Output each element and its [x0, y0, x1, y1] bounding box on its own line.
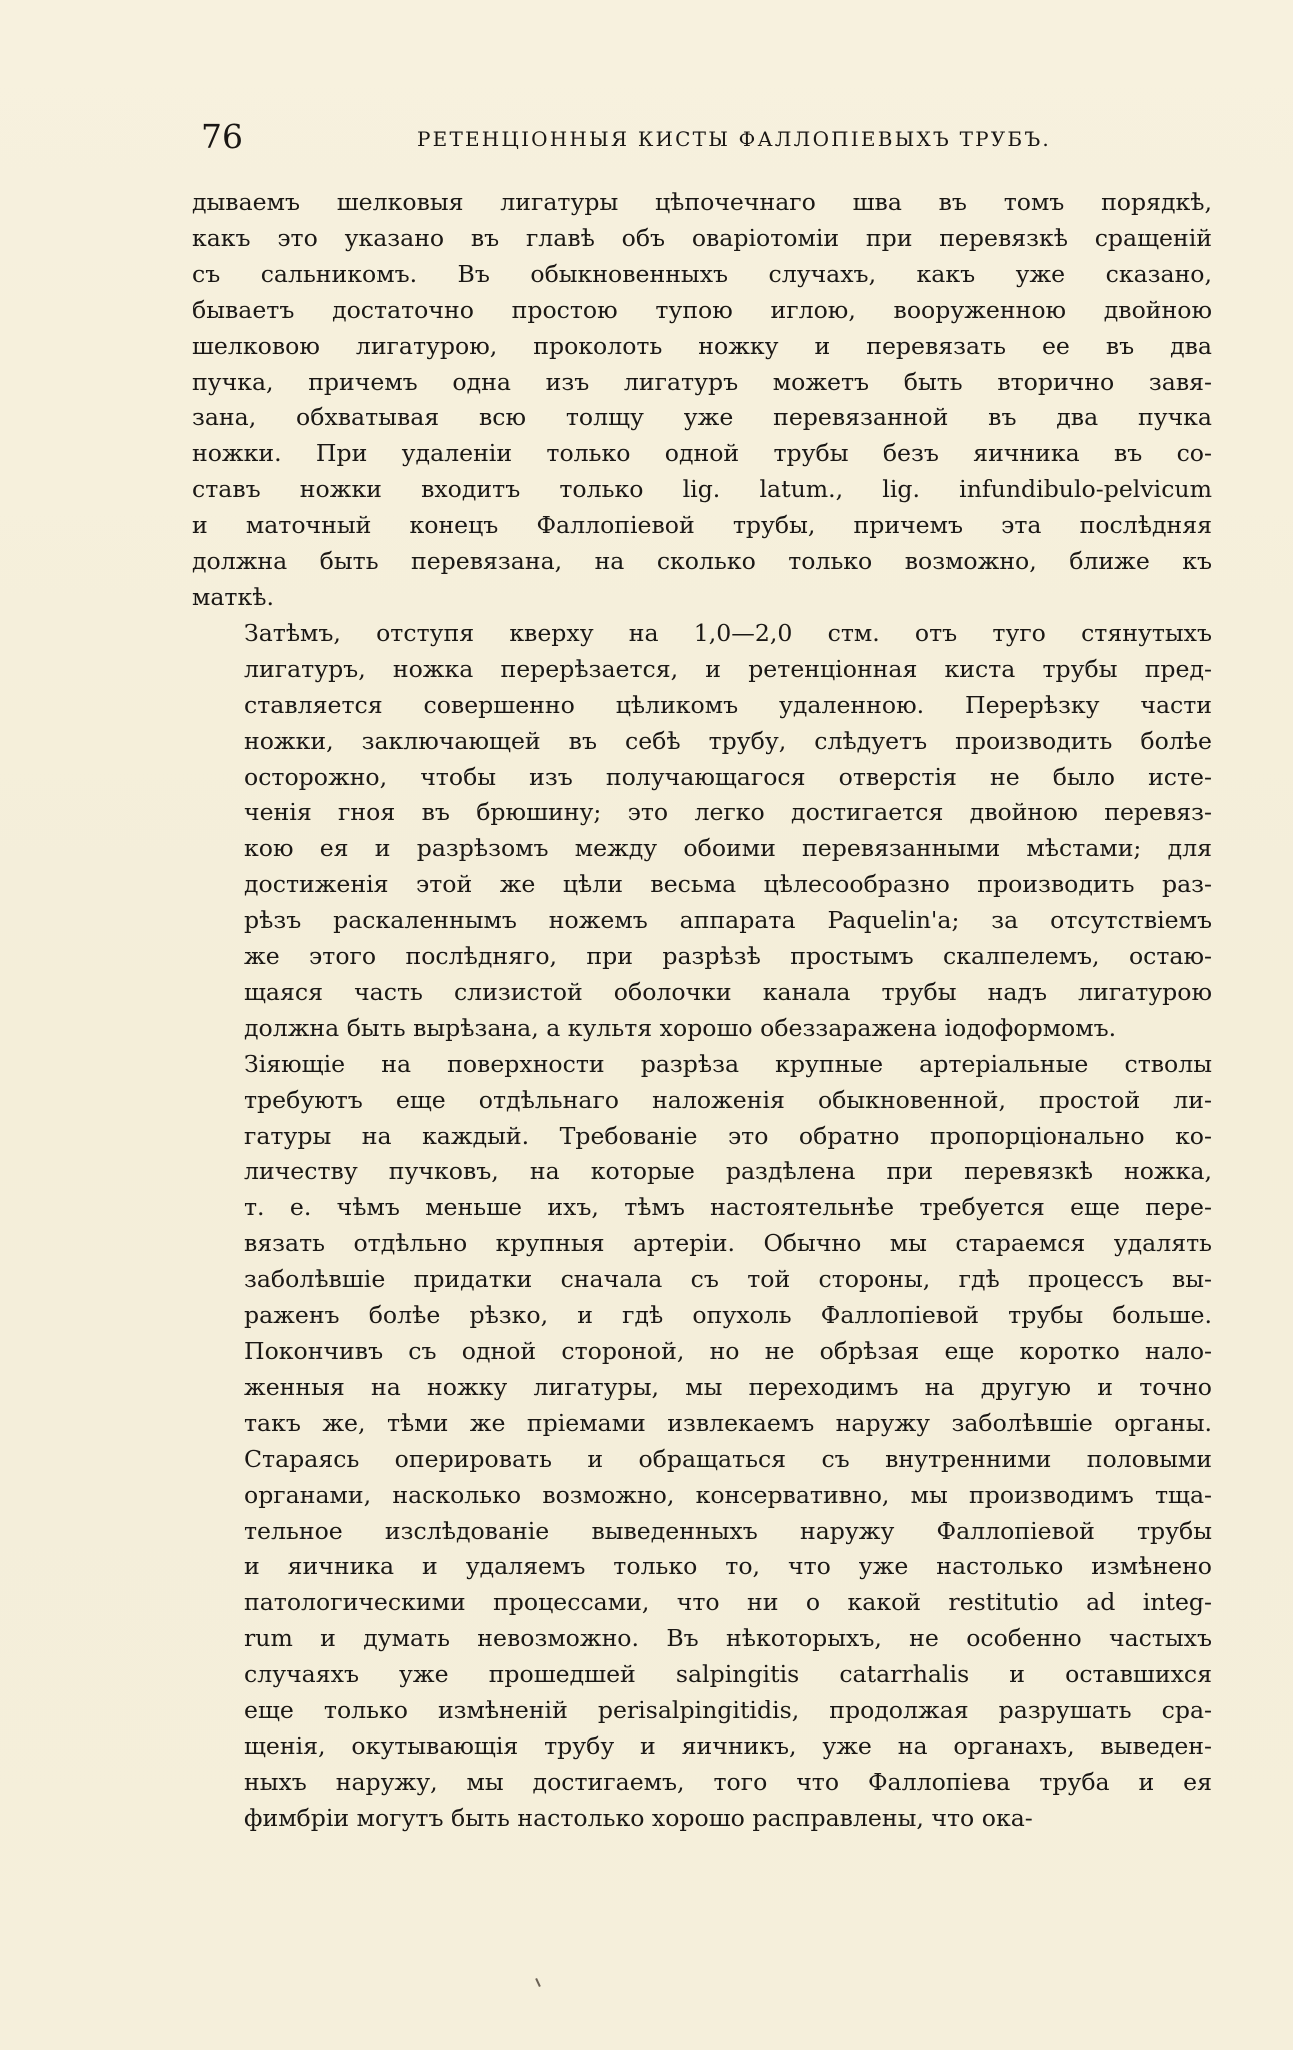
text-line: лигатуръ, ножка перерѣзается, и ретенціонная киста трубы пред- [244, 654, 1212, 683]
text-line: рѣзъ раскаленнымъ ножемъ аппарата Paquelin'a; за отсутствіемъ [244, 906, 1212, 935]
text-line: пучка, причемъ одна изъ лигатуръ можетъ быть вторично завя- [192, 367, 1212, 396]
text-line: и яичника и удаляемъ только то, что уже настолько измѣнено [244, 1552, 1212, 1581]
text-line: заболѣвшіе придатки сначала съ той стороны, гдѣ процессъ вы- [244, 1265, 1212, 1294]
text-line: т. е. чѣмъ меньше ихъ, тѣмъ настоятельнѣе требуется еще пере- [244, 1193, 1212, 1222]
text-line: осторожно, чтобы изъ получающагося отверстія не было исте- [244, 762, 1212, 791]
text-line: ставъ ножки входитъ только lig. latum., lig. infundibulo-pelvicum [192, 475, 1212, 504]
text-line: Стараясь оперировать и обращаться съ внутренними половыми [244, 1444, 1212, 1473]
paragraph [192, 616, 1212, 1047]
text-line: патологическими процессами, что ни о какой restitutio ad integ- [244, 1588, 1212, 1617]
text-line: съ сальникомъ. Въ обыкновенныхъ случахъ, какъ уже сказано, [192, 259, 1212, 288]
text-line: требуютъ еще отдѣльнаго наложенія обыкновенной, простой ли- [244, 1085, 1212, 1114]
page-header [195, 112, 1100, 162]
text-line: маткѣ. [192, 582, 274, 611]
text-line: и маточный конецъ Фаллопіевой трубы, причемъ эта послѣдняя [192, 511, 1212, 540]
text-line: достиженія этой же цѣли весьма цѣлесообразно производить раз- [244, 870, 1212, 899]
text-line: какъ это указано въ главѣ объ оваріотоміи при перевязкѣ сращеній [192, 223, 1212, 252]
text-line: фимбріи могутъ быть настолько хорошо расправлены, что ока- [244, 1803, 1033, 1832]
text-line: зана, обхватывая всю толщу уже перевязанной въ два пучка [192, 403, 1212, 432]
page-number: 76 [201, 117, 243, 156]
text-line: шелковою лигатурою, проколоть ножку и перевязать ее въ два [192, 331, 1212, 360]
text-line: ставляется совершенно цѣликомъ удаленною. Перерѣзку части [244, 690, 1212, 719]
text-line: женныя на ножку лигатуры, мы переходимъ на другую и точно [244, 1372, 1212, 1401]
text-line: Зіяющіе на поверхности разрѣза крупные артеріальные стволы [244, 1049, 1212, 1078]
text-line: должна быть вырѣзана, а культя хорошо обеззаражена іодоформомъ. [244, 1013, 1117, 1042]
text-line: гатуры на каждый. Требованіе это обратно пропорціонально ко- [244, 1121, 1212, 1150]
text-line: же этого послѣдняго, при разрѣзѣ простымъ скалпелемъ, остаю- [244, 942, 1212, 971]
text-line: раженъ болѣе рѣзко, и гдѣ опухоль Фаллопіевой трубы больше. [244, 1301, 1212, 1330]
text-line: такъ же, тѣми же пріемами извлекаемъ наружу заболѣвшіе органы. [244, 1408, 1212, 1437]
text-line: дываемъ шелковыя лигатуры цѣпочечнаго шва въ томъ порядкѣ, [192, 188, 1212, 216]
text-line: ныхъ наружу, мы достигаемъ, того что Фаллопіева труба и ея [244, 1767, 1212, 1796]
text-line: rum и думать невозможно. Въ нѣкоторыхъ, не особенно частыхъ [244, 1624, 1212, 1653]
text-line: ножки. При удаленіи только одной трубы безъ яичника въ со- [192, 439, 1212, 468]
text-line: должна быть перевязана, на сколько только возможно, ближе къ [192, 547, 1212, 576]
text-line: ченія гноя въ брюшину; это легко достигается двойною перевяз- [244, 798, 1212, 827]
text-line: еще только измѣненій perisalpingitidis, продолжая разрушать сра- [244, 1696, 1212, 1725]
text-line: случаяхъ уже прошедшей salpingitis catarrhalis и оставшихся [244, 1660, 1212, 1689]
paragraph [192, 185, 1212, 616]
paragraph [192, 1047, 1212, 1837]
text-line: органами, насколько возможно, консервативно, мы производимъ тща- [244, 1480, 1212, 1509]
text-line: кою ея и разрѣзомъ между обоими перевязанными мѣстами; для [244, 834, 1212, 863]
text-line: тельное изслѣдованіе выведенныхъ наружу Фаллопіевой трубы [244, 1516, 1212, 1545]
text-line: вязать отдѣльно крупныя артеріи. Обычно мы стараемся удалять [244, 1229, 1212, 1258]
text-line: щаяся часть слизистой оболочки канала трубы надъ лигатурою [244, 977, 1212, 1006]
print-mark [535, 1978, 541, 1987]
text-line: Покончивъ съ одной стороной, но не обрѣзая еще коротко нало- [244, 1337, 1212, 1365]
body-text [192, 185, 1212, 1837]
text-line: Затѣмъ, отступя кверху на 1,0—2,0 стм. отъ туго стянутыхъ [244, 618, 1212, 647]
text-line: ножки, заключающей въ себѣ трубу, слѣдуетъ производить болѣе [244, 726, 1212, 755]
text-line: щенія, окутывающія трубу и яичникъ, уже на органахъ, выведен- [244, 1731, 1212, 1760]
text-line: бываетъ достаточно простою тупою иглою, вооруженною двойною [192, 295, 1212, 324]
running-title: РЕТЕНЦІОННЫЯ КИСТЫ ФАЛЛОПІЕВЫХЪ ТРУБЪ. [417, 127, 1051, 151]
text-line: личеству пучковъ, на которые раздѣлена при перевязкѣ ножка, [244, 1157, 1212, 1186]
